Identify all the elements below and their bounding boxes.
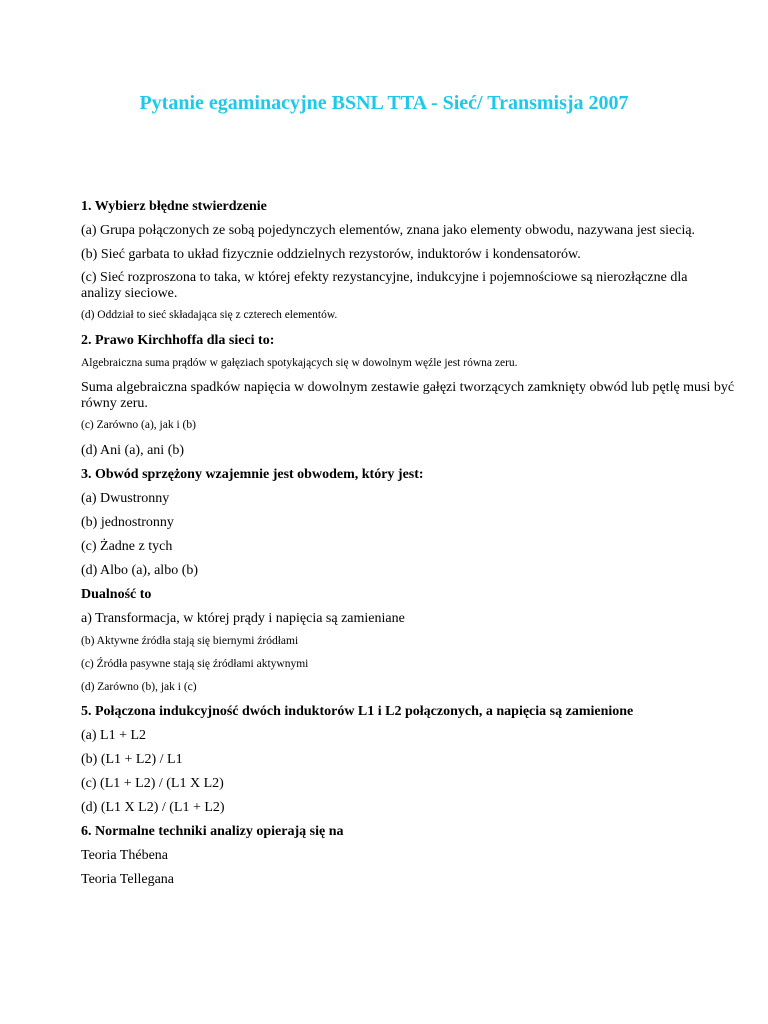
question-1-option-b: (b) Sieć garbata to układ fizycznie oddzielnych rezystorów, induktorów i kondensatorów.: [81, 247, 581, 262]
question-2-option-b-line-1: Suma algebraiczna spadków napięcia w dowolnym zestawie gałęzi tworzących zamknięty obwód lub pętlę musi być: [81, 380, 735, 395]
document-title: Pytanie egaminacyjne BSNL TTA - Sieć/ Transmisja 2007: [139, 92, 629, 114]
question-1-heading: 1. Wybierz błędne stwierdzenie: [81, 199, 267, 214]
question-5-option-d: (d) (L1 X L2) / (L1 + L2): [81, 800, 225, 815]
question-5-option-b: (b) (L1 + L2) / L1: [81, 752, 183, 767]
question-2-option-b-line-2: równy zeru.: [81, 396, 148, 411]
question-6-option-a: Teoria Thébena: [81, 848, 168, 863]
question-5-option-c: (c) (L1 + L2) / (L1 X L2): [81, 776, 224, 791]
question-3-option-b: (b) jednostronny: [81, 515, 174, 530]
question-3-option-c: (c) Żadne z tych: [81, 539, 173, 554]
question-2-option-a: Algebraiczna suma prądów w gałęziach spotykających się w dowolnym węźle jest równa zeru.: [81, 357, 518, 369]
question-5-heading: 5. Połączona indukcyjność dwóch induktorów L1 i L2 połączonych, a napięcia są zamienione: [81, 704, 634, 719]
question-2-option-c: (c) Zarówno (a), jak i (b): [81, 419, 196, 431]
question-2-option-d: (d) Ani (a), ani (b): [81, 443, 185, 458]
question-4-option-c: (c) Źródła pasywne stają się źródłami aktywnymi: [81, 658, 309, 670]
question-1-option-c-line-2: analizy sieciowe.: [81, 286, 178, 301]
question-1-option-d: (d) Oddział to sieć składająca się z czterech elementów.: [81, 309, 338, 321]
question-1-option-c-line-1: (c) Sieć rozproszona to taka, w której efekty rezystancyjne, indukcyjne i pojemnościowe są nierozłączne dla: [81, 270, 688, 285]
question-4-option-a: a) Transformacja, w której prądy i napięcia są zamieniane: [81, 611, 405, 626]
document-body: [81, 198, 766, 895]
question-2-option-b: [81, 380, 766, 412]
question-3-option-d: (d) Albo (a), albo (b): [81, 563, 199, 578]
question-1-option-a: (a) Grupa połączonych ze sobą pojedynczych elementów, znana jako elementy obwodu, nazywana jest siecią.: [81, 223, 696, 238]
question-4-option-d: (d) Zarówno (b), jak i (c): [81, 681, 197, 693]
question-4-heading: Dualność to: [81, 587, 152, 602]
question-3-heading: 3. Obwód sprzężony wzajemnie jest obwodem, który jest:: [81, 467, 424, 482]
question-5-option-a: (a) L1 + L2: [81, 728, 147, 743]
question-6-option-b: Teoria Tellegana: [81, 872, 175, 887]
question-2-heading: 2. Prawo Kirchhoffa dla sieci to:: [81, 333, 275, 348]
question-6-heading: 6. Normalne techniki analizy opierają się na: [81, 824, 344, 839]
question-4-option-b: (b) Aktywne źródła stają się biernymi źródłami: [81, 635, 299, 647]
question-3-option-a: (a) Dwustronny: [81, 491, 170, 506]
question-1-option-c: [81, 270, 766, 302]
